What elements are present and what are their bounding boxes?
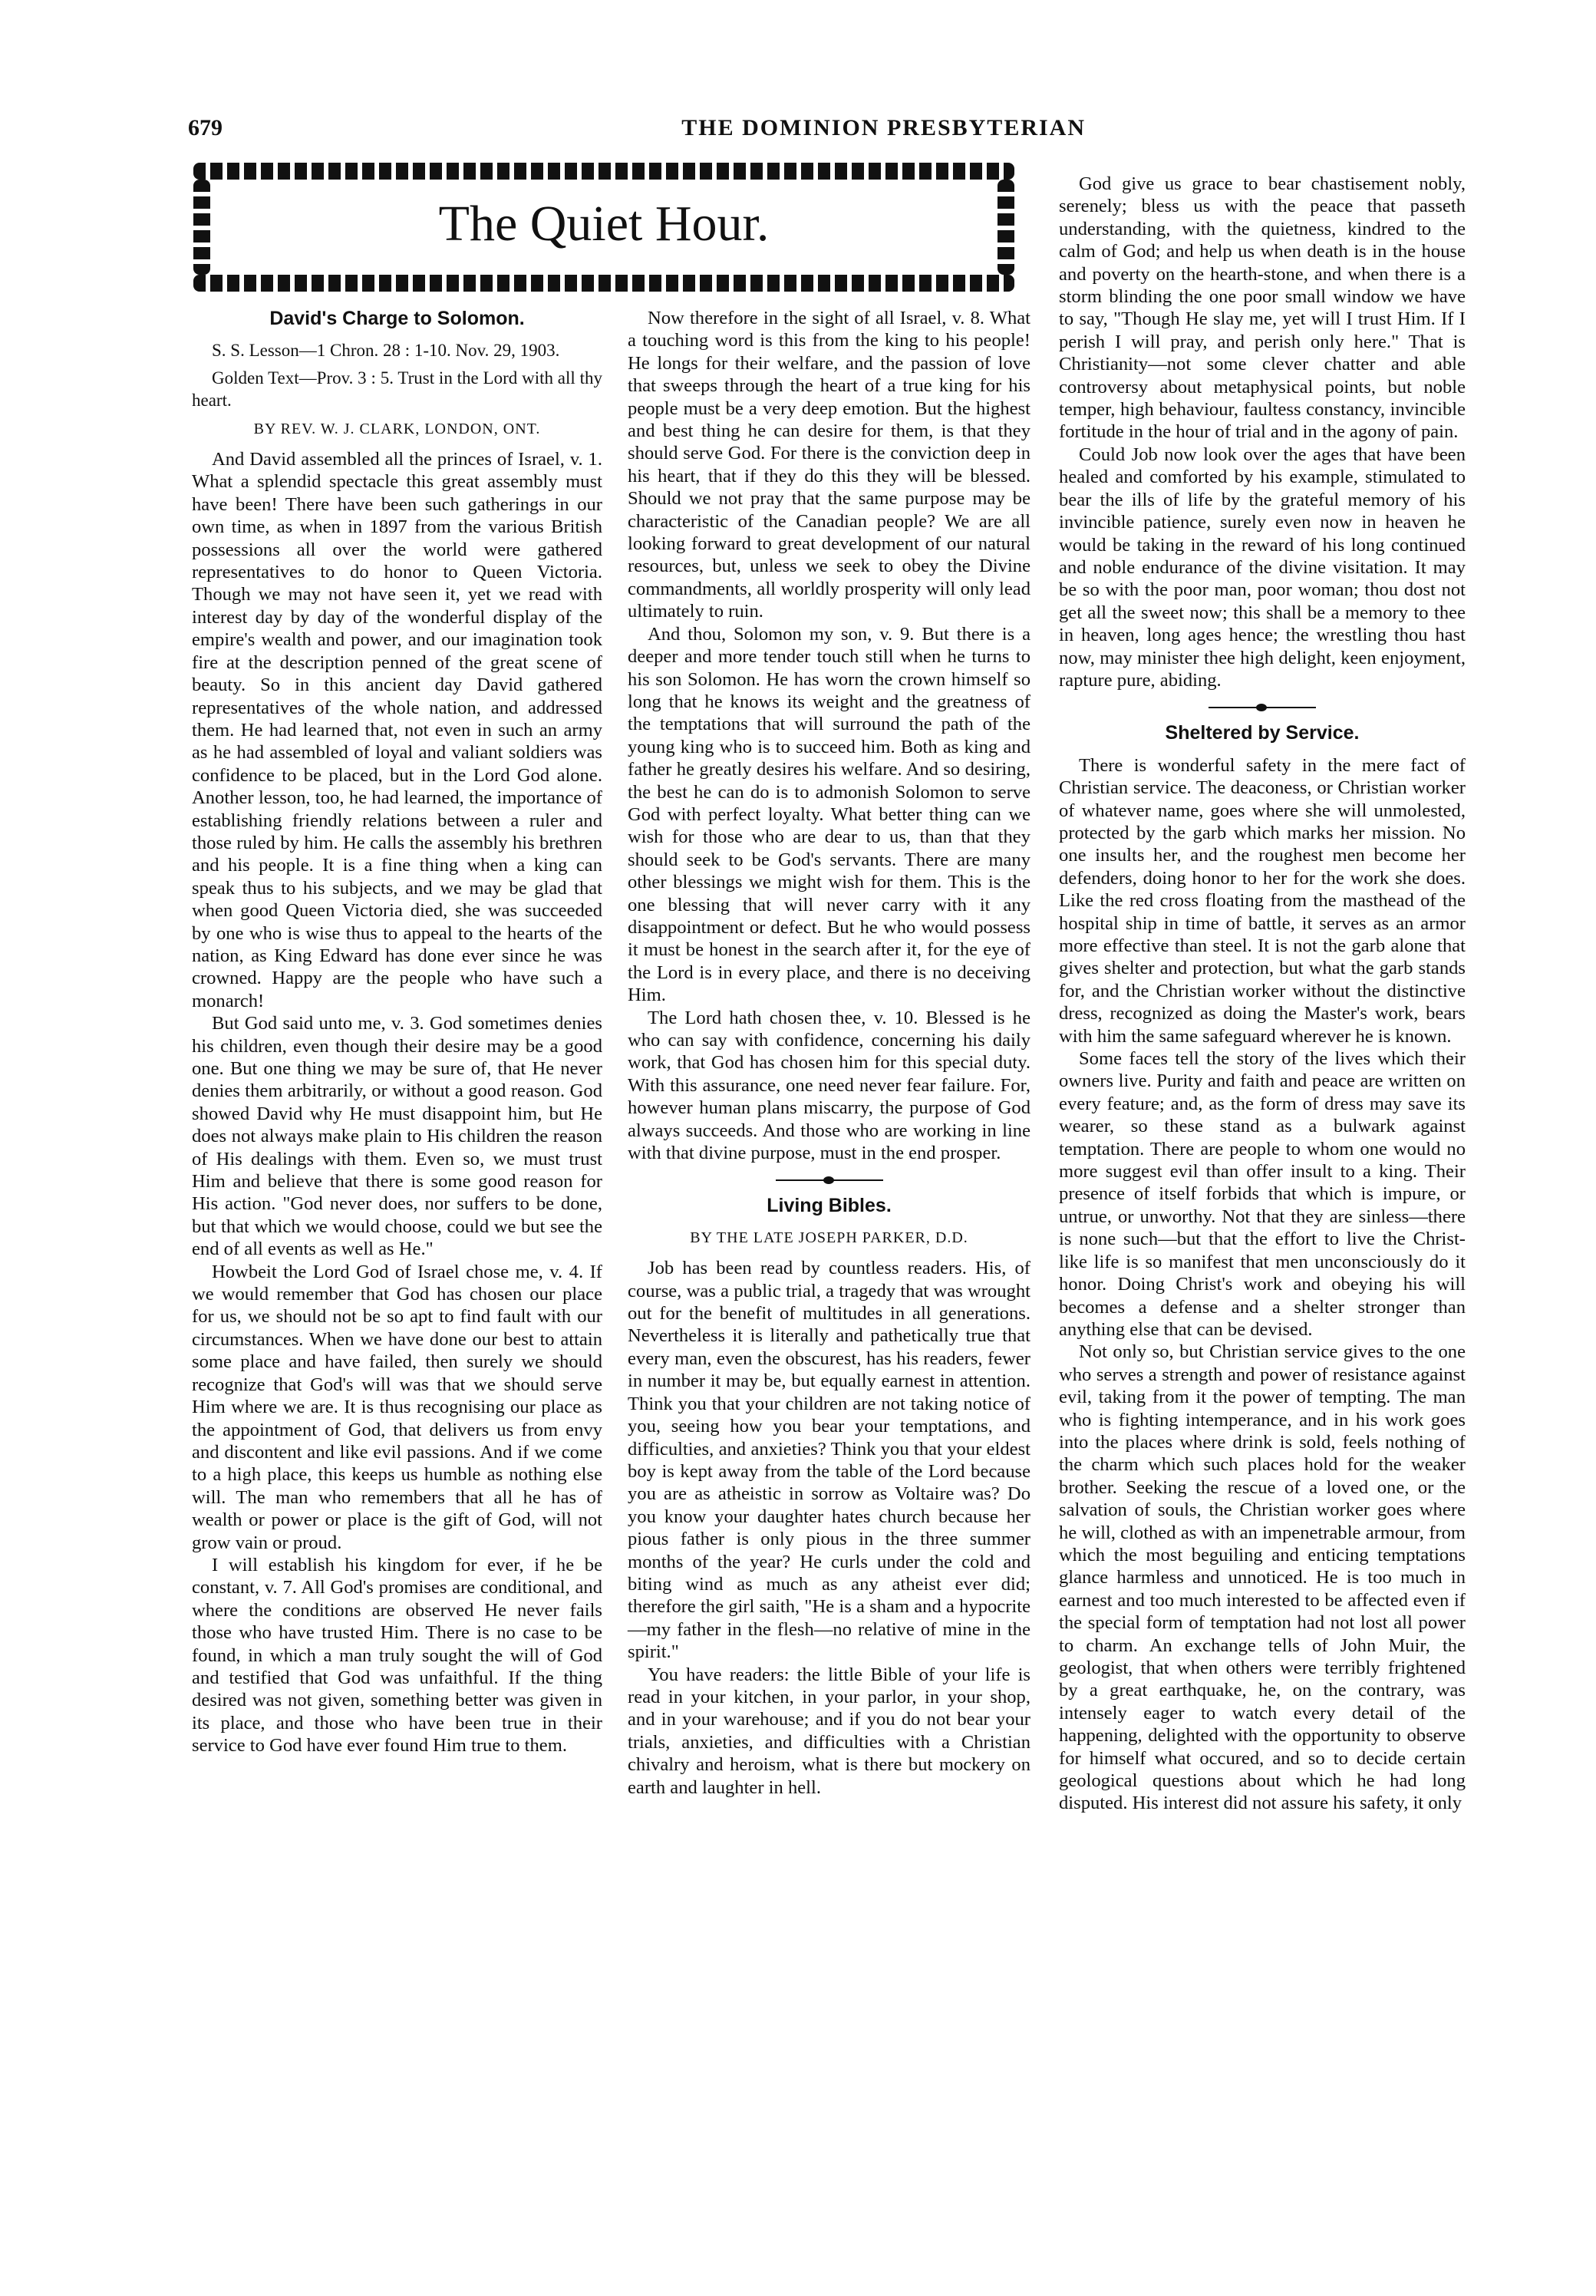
section-divider [776, 1176, 883, 1184]
paragraph: God give us grace to bear chastisement nobly, serenely; bless us with the peace that passeth understanding, with the quietness, kindred to the calm of God; and help us when death is in the house and poverty on the hearth-stone, and when there is a storm blinding the one poor small window we have to say, "Though He slay me, yet will I trust Him. If I perish I will pray, and perish only here." That is Christianity—not some clever chatter and able controversy about metaphysical points, but noble temper, high behaviour, faultess constancy, invincible fortitude in the hour of trial and in the agony of pain. [1059, 173, 1466, 443]
banner-border-bottom [193, 275, 1014, 292]
paragraph: Not only so, but Christian service gives to the one who serves a strength and power of resistance against evil, taking from it the power of tempting. The man who is fighting intemperance, and in his work goes into the places where drink is sold, feels nothing of the charm which such places hold for the weaker brother. Seeking the rescue of a loved one, or the salvation of souls, the Christian worker goes where he will, clothed as with an impenetrable armour, from which the most beguiling and enticing temptations glance harmless and unnoticed. He is too much in earnest and too much interested to be affected even if the special form of temptation had not lost all power to charm. An exchange tells of John Muir, the geologist, that when others were terribly frightened by a great earthquake, he, on the contrary, was intensely eager to watch every detail of the happening, delighted with the opportunity to observe for himself what occured, and so to decide certain geological questions about which he had long disputed. His interest did not assure his safety, it only [1059, 1341, 1466, 1814]
paragraph: Now therefore in the sight of all Israel, v. 8. What a touching word is this from the king to his people! He longs for their welfare, and the passion of love that sweeps through the heart of a true king for his people must be a very deep emotion. But the highest and best thing he can desire for them, is that they should serve God. For there is the conviction deep in his heart, that if they do this they will be blessed. Should we not pray that the same purpose may be characteristic of the Canadian people? We are all looking forward to great development of our natural resources, but, unless we seek to obey the Divine commandments, all worldly prosperity will only lead ultimately to ruin. [628, 308, 1030, 622]
article-title-living-bibles: Living Bibles. [767, 1195, 892, 1217]
lesson-reference: S. S. Lesson—1 Chron. 28 : 1-10. Nov. 29, 1903. [212, 341, 560, 361]
section-title: The Quiet Hour. [438, 196, 770, 252]
page-header [188, 115, 1086, 161]
paragraph: You have readers: the little Bible of your life is read in your kitchen, in your parlor, in your shop, and in your warehouse; and if you do not bear your trials, anxieties, and difficulties with a Christian chivalry and heroism, what is there but mockery on earth and laughter in hell. [628, 1664, 1030, 1798]
banner-border-top [193, 163, 1014, 180]
section-divider [1209, 704, 1316, 711]
article-title-davids-charge: David's Charge to Solomon. [269, 308, 525, 329]
paragraph: Could Job now look over the ages that have been healed and comforted by his example, stimulated to bear the ills of life by the grateful memory of his invincible patience, surely even now in heaven he would be taking in the reward of his long continued and noble endurance of the divine visitation. It may be so with the poor man, poor woman; thou dost not get all the sweet now; this shall be a memory to thee in heaven, long ages hence; the wrestling thou hast now, may minister thee high delight, keen enjoyment, rapture pure, abiding. [1059, 444, 1466, 691]
paragraph: And thou, Solomon my son, v. 9. But there is a deeper and more tender touch still when he turns to his son Solomon. He has worn the crown himself so long that he knows its weight and the greatness of the temptations that will surround the path of the young king who is to succeed him. Both as king and father he greatly desires his welfare. And so desiring, the best he can do is to admonish Solomon to serve God with perfect loyalty. What better thing can we wish for those who are dear to us, than that they should seek to be God's servants. There are many other blessings we might wish for them. This is the one blessing that will never carry with it any disappointment or defect. But he who would possess it must be honest in the search after it, for the eye of the Lord is in every place, and there is no deceiving Him. [628, 623, 1030, 1006]
publication-title: THE DOMINION PRESBYTERIAN [681, 115, 1086, 140]
quiet-hour-banner [193, 163, 1014, 292]
article-title-sheltered-by-service: Sheltered by Service. [1165, 722, 1360, 744]
byline-clark: BY REV. W. J. CLARK, LONDON, ONT. [253, 420, 541, 437]
column-2 [628, 307, 1030, 1799]
paragraph: The Lord hath chosen thee, v. 10. Blessed is he who can say with confidence, concerning his daily work, that God has chosen him for this special duty. With this assurance, one need never fear failure. For, however human plans miscarry, the purpose of God always succeeds. And those who are working in line with that divine purpose, must in the end prosper. [628, 1007, 1030, 1164]
byline-parker: BY THE LATE JOSEPH PARKER, D.D. [690, 1229, 968, 1246]
paragraph: I will establish his kingdom for ever, if he be constant, v. 7. All God's promises are conditional, and where the conditions are observed He never fails those who have trusted Him. There is no case to be found, in which a man truly sought the will of God and testified that God was unfaithful. If the thing desired was not given, something better was given in its place, and those who have been true in their service to God have ever found Him true to them. [192, 1554, 602, 1757]
paragraph: Howbeit the Lord God of Israel chose me, v. 4. If we would remember that God has chosen our place for us, we should not be so apt to find fault with our circumstances. When we have done our best to attain some place and have failed, then surely we should recognize that God's will was that we should serve Him where we are. It is thus recognising our place as the appointment of God, that delivers us from envy and discontent and like evil passions. And if we come to a high place, this keeps us humble as nothing else will. The man who remembers that all he has of wealth or power or place is the gift of God, will not grow vain or proud. [192, 1261, 602, 1553]
column-1 [192, 303, 602, 1757]
paragraph: And David assembled all the princes of Israel, v. 1. What a splendid spectacle this great assembly must have been! There have been such gatherings in our own time, as when in 1897 from the various British possessions all over the world were gathered representatives to do honor to Queen Victoria. Though we may not have seen it, yet we read with interest day by day of the wonderful display of the empire's wealth and power, and our imagination took fire at the description penned of the great scene of beauty. So in this ancient day David gathered representatives of the whole nation, and addressed them. He had learned that, not even in such an army as he had assembled of loyal and valiant soldiers was confidence to be placed, but in the Lord God alone. Another lesson, too, he had learned, the importance of establishing friendly relations between a ruler and those ruled by him. He calls the assembly his brethren and his people. It is a fine thing when a king can speak thus to his subjects, and we may be glad that when good Queen Victoria died, she was succeeded by one who is wise thus to appeal to the hearts of the nation, as King Edward has done ever since he was crowned. Happy are the people who have such a monarch! [192, 449, 602, 1011]
column-3 [1059, 173, 1466, 1815]
paragraph: Some faces tell the story of the lives which their owners live. Purity and faith and peace are written on every feature; and, as the form of dress may save its wearer, so these stand as a bulwark against temptation. There are people to whom one would no more suggest evil than offer insult to a king. Their presence of itself forbids that which is impure, or untrue, or unworthy. Not that they are sinless—there is none such—but that the effort to live the Christ-like life is so manifest that men unconsciously do it honor. Doing Christ's work and obeying his will becomes a defense and a shelter stronger than anything else that can be devised. [1059, 1048, 1466, 1340]
page-number: 679 [188, 115, 223, 140]
paragraph: Job has been read by countless readers. His, of course, was a public trial, a tragedy that was wrought out for the benefit of multitudes in all generations. Nevertheless it is literally and pathetically true that every man, even the obscurest, has his readers, fewer in number it may be, but equally earnest in attention. Think you that your children are not taking notice of you, seeing how you bear your temptations, and difficulties, and anxieties? Think you that your eldest boy is kept away from the table of the Lord because you are as atheistic in sorrow as Voltaire was? Do you know your daughter hates church because her pious father is only pious in the three summer months of the year? He curls under the cold and biting wind as much as any atheist ever did; therefore the girl saith, "He is a sham and a hypocrite—my father in the flesh—no relative of mine in the spirit." [628, 1258, 1030, 1663]
paragraph: There is wonderful safety in the mere fact of Christian service. The deaconess, or Christian worker of whatever name, goes where she will unmolested, protected by the garb which marks her mission. No one insults her, and the roughest men become her defenders, doing honor to her for the work she does. Like the red cross floating from the masthead of the hospital ship in time of battle, it serves as an armor more effective than steel. It is not the garb alone that gives shelter and protection, but what the garb stands for, and the Christian worker without the distinctive dress, recognized as doing the Master's work, bears with him the same safeguard wherever he is known. [1059, 754, 1466, 1047]
golden-text: Golden Text—Prov. 3 : 5. Trust in the Lord with all thy heart. [192, 368, 602, 411]
paragraph: But God said unto me, v. 3. God sometimes denies his children, even though their desire may be a good one. But one thing we may be sure of, that He never denies them arbitrarily, or without a good reason. God showed David why He must disappoint him, but He does not always make plain to His children the reason of His dealings with them. Even so, we must trust Him and believe that there is some good reason for His action. "God never does, nor suffers to be done, but that which we would choose, could we but see the end of all events as well as He." [192, 1013, 602, 1260]
